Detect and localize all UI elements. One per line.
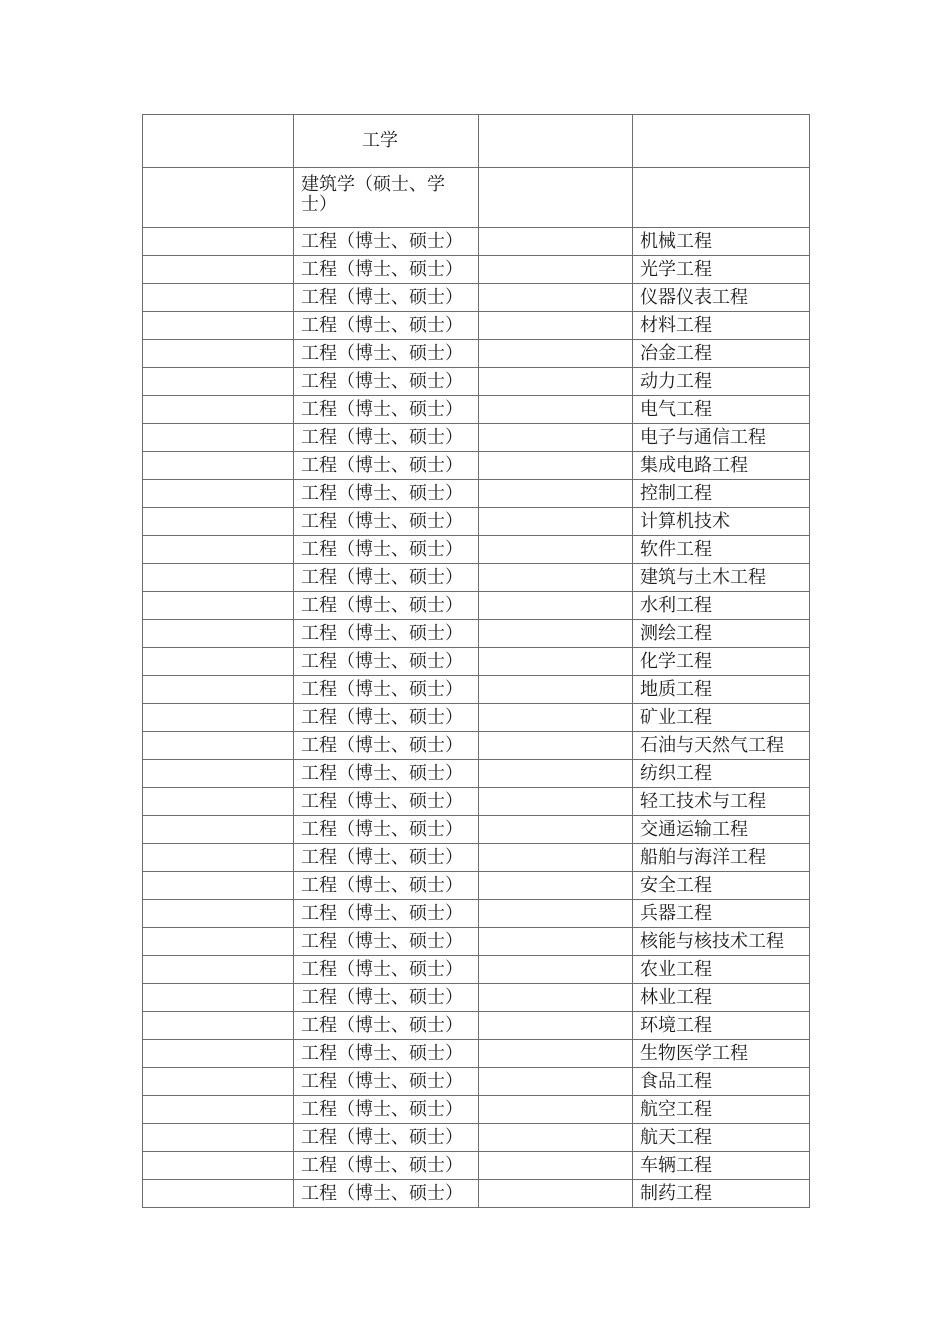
- row-empty-cell: [479, 424, 633, 452]
- degree-type-cell: 工程（博士、硕士）: [294, 480, 479, 508]
- table-row: [143, 1040, 810, 1068]
- row-empty-cell: [143, 620, 294, 648]
- row-empty-cell: [479, 1068, 633, 1096]
- table-row: [143, 340, 810, 368]
- row-empty-cell: [143, 732, 294, 760]
- row-empty-cell: [479, 1012, 633, 1040]
- table-row: [143, 480, 810, 508]
- degree-type-cell: 工程（博士、硕士）: [294, 648, 479, 676]
- degree-type-cell: 工程（博士、硕士）: [294, 284, 479, 312]
- table-row: [143, 1012, 810, 1040]
- row-empty-cell: [479, 816, 633, 844]
- row-empty-cell: [143, 536, 294, 564]
- field-name-cell: 交通运输工程: [633, 816, 810, 844]
- table-row: [143, 928, 810, 956]
- degree-type-cell: 工程（博士、硕士）: [294, 844, 479, 872]
- degree-type-cell: 工程（博士、硕士）: [294, 228, 479, 256]
- table-row: [143, 396, 810, 424]
- degree-type-cell: 工程（博士、硕士）: [294, 340, 479, 368]
- field-name-cell: 化学工程: [633, 648, 810, 676]
- degree-type-cell: 工程（博士、硕士）: [294, 1012, 479, 1040]
- row-empty-cell: [143, 312, 294, 340]
- row-empty-cell: [143, 816, 294, 844]
- field-name-cell: 光学工程: [633, 256, 810, 284]
- degree-type-cell: 工程（博士、硕士）: [294, 760, 479, 788]
- table-row: [143, 284, 810, 312]
- row-empty-cell: [143, 1096, 294, 1124]
- architecture-row: [143, 168, 810, 228]
- degree-type-cell: 工程（博士、硕士）: [294, 1180, 479, 1208]
- row-empty-cell: [479, 984, 633, 1012]
- degree-type-cell: 工程（博士、硕士）: [294, 816, 479, 844]
- field-name-cell: 石油与天然气工程: [633, 732, 810, 760]
- field-name-cell: 车辆工程: [633, 1152, 810, 1180]
- row-empty-cell: [479, 452, 633, 480]
- row-empty-cell: [143, 676, 294, 704]
- table-row: [143, 368, 810, 396]
- field-name-cell: 测绘工程: [633, 620, 810, 648]
- row-empty-cell: [479, 788, 633, 816]
- row-empty-cell: [143, 1012, 294, 1040]
- row-empty-cell: [479, 368, 633, 396]
- row-empty-cell: [479, 704, 633, 732]
- row-empty-cell: [479, 536, 633, 564]
- row-empty-cell: [479, 228, 633, 256]
- row-empty-cell: [143, 592, 294, 620]
- degree-type-cell: 工程（博士、硕士）: [294, 872, 479, 900]
- row-empty-cell: [143, 844, 294, 872]
- field-name-cell: 机械工程: [633, 228, 810, 256]
- row-empty-cell: [143, 1152, 294, 1180]
- degree-type-cell: 工程（博士、硕士）: [294, 900, 479, 928]
- table-body: [143, 115, 810, 1208]
- table-row: [143, 956, 810, 984]
- header-cell-empty-4: [633, 115, 810, 168]
- degree-type-cell: 工程（博士、硕士）: [294, 704, 479, 732]
- field-name-cell: 纺织工程: [633, 760, 810, 788]
- category-cell: 工学: [294, 115, 479, 168]
- row-empty-cell: [479, 928, 633, 956]
- row-empty-cell: [479, 592, 633, 620]
- row-empty-cell: [479, 760, 633, 788]
- degree-type-cell: 工程（博士、硕士）: [294, 424, 479, 452]
- table-header-row: [143, 115, 810, 168]
- field-name-cell: 仪器仪表工程: [633, 284, 810, 312]
- row-empty-cell: [143, 648, 294, 676]
- degree-type-cell: 工程（博士、硕士）: [294, 396, 479, 424]
- row-empty-cell: [143, 900, 294, 928]
- degree-type-cell: 工程（博士、硕士）: [294, 452, 479, 480]
- row-empty-cell: [143, 340, 294, 368]
- row-empty-cell: [479, 956, 633, 984]
- header-cell-empty-1: [143, 115, 294, 168]
- row-empty-cell: [143, 788, 294, 816]
- arch-cell-empty-1: [143, 168, 294, 228]
- degree-type-cell: 工程（博士、硕士）: [294, 956, 479, 984]
- field-name-cell: 轻工技术与工程: [633, 788, 810, 816]
- degree-type-cell: 工程（博士、硕士）: [294, 592, 479, 620]
- field-name-cell: 控制工程: [633, 480, 810, 508]
- table-row: [143, 648, 810, 676]
- table-row: [143, 1152, 810, 1180]
- row-empty-cell: [143, 452, 294, 480]
- row-empty-cell: [479, 620, 633, 648]
- row-empty-cell: [143, 1180, 294, 1208]
- degree-type-cell: 工程（博士、硕士）: [294, 256, 479, 284]
- row-empty-cell: [479, 1124, 633, 1152]
- field-name-cell: 矿业工程: [633, 704, 810, 732]
- table-row: [143, 872, 810, 900]
- field-name-cell: 电子与通信工程: [633, 424, 810, 452]
- row-empty-cell: [479, 396, 633, 424]
- table-row: [143, 900, 810, 928]
- degree-type-cell: 工程（博士、硕士）: [294, 1124, 479, 1152]
- row-empty-cell: [143, 1040, 294, 1068]
- degree-type-cell: 工程（博士、硕士）: [294, 1152, 479, 1180]
- architecture-degree-cell: 建筑学（硕士、学士）: [294, 168, 479, 228]
- row-empty-cell: [479, 844, 633, 872]
- field-name-cell: 核能与核技术工程: [633, 928, 810, 956]
- degree-type-cell: 工程（博士、硕士）: [294, 508, 479, 536]
- field-name-cell: 农业工程: [633, 956, 810, 984]
- row-empty-cell: [143, 760, 294, 788]
- row-empty-cell: [143, 368, 294, 396]
- degree-type-cell: 工程（博士、硕士）: [294, 536, 479, 564]
- table-row: [143, 508, 810, 536]
- table-row: [143, 844, 810, 872]
- row-empty-cell: [143, 928, 294, 956]
- field-name-cell: 动力工程: [633, 368, 810, 396]
- table-row: [143, 1124, 810, 1152]
- field-name-cell: 地质工程: [633, 676, 810, 704]
- table-row: [143, 704, 810, 732]
- table-row: [143, 1068, 810, 1096]
- degree-field-table: [142, 114, 810, 1208]
- degree-type-cell: 工程（博士、硕士）: [294, 676, 479, 704]
- table-row: [143, 1180, 810, 1208]
- row-empty-cell: [143, 256, 294, 284]
- table-row: [143, 816, 810, 844]
- row-empty-cell: [479, 648, 633, 676]
- row-empty-cell: [479, 340, 633, 368]
- field-name-cell: 生物医学工程: [633, 1040, 810, 1068]
- table-row: [143, 312, 810, 340]
- row-empty-cell: [479, 1180, 633, 1208]
- table-row: [143, 452, 810, 480]
- table-row: [143, 536, 810, 564]
- row-empty-cell: [479, 900, 633, 928]
- row-empty-cell: [479, 284, 633, 312]
- row-empty-cell: [143, 1068, 294, 1096]
- table-row: [143, 732, 810, 760]
- field-name-cell: 集成电路工程: [633, 452, 810, 480]
- row-empty-cell: [143, 424, 294, 452]
- degree-type-cell: 工程（博士、硕士）: [294, 564, 479, 592]
- row-empty-cell: [143, 704, 294, 732]
- row-empty-cell: [143, 872, 294, 900]
- row-empty-cell: [479, 508, 633, 536]
- row-empty-cell: [143, 984, 294, 1012]
- row-empty-cell: [479, 1040, 633, 1068]
- degree-type-cell: 工程（博士、硕士）: [294, 788, 479, 816]
- row-empty-cell: [143, 284, 294, 312]
- row-empty-cell: [479, 732, 633, 760]
- degree-type-cell: 工程（博士、硕士）: [294, 1040, 479, 1068]
- arch-cell-empty-4: [633, 168, 810, 228]
- field-name-cell: 冶金工程: [633, 340, 810, 368]
- table-row: [143, 228, 810, 256]
- table-row: [143, 788, 810, 816]
- field-name-cell: 航天工程: [633, 1124, 810, 1152]
- row-empty-cell: [479, 1096, 633, 1124]
- field-name-cell: 材料工程: [633, 312, 810, 340]
- table-row: [143, 256, 810, 284]
- row-empty-cell: [479, 256, 633, 284]
- table-row: [143, 592, 810, 620]
- row-empty-cell: [479, 872, 633, 900]
- row-empty-cell: [479, 312, 633, 340]
- row-empty-cell: [479, 564, 633, 592]
- field-name-cell: 安全工程: [633, 872, 810, 900]
- field-name-cell: 水利工程: [633, 592, 810, 620]
- table-row: [143, 564, 810, 592]
- degree-type-cell: 工程（博士、硕士）: [294, 928, 479, 956]
- table-row: [143, 424, 810, 452]
- field-name-cell: 船舶与海洋工程: [633, 844, 810, 872]
- field-name-cell: 食品工程: [633, 1068, 810, 1096]
- field-name-cell: 兵器工程: [633, 900, 810, 928]
- field-name-cell: 林业工程: [633, 984, 810, 1012]
- table-row: [143, 760, 810, 788]
- degree-type-cell: 工程（博士、硕士）: [294, 368, 479, 396]
- table-row: [143, 984, 810, 1012]
- degree-type-cell: 工程（博士、硕士）: [294, 732, 479, 760]
- field-name-cell: 电气工程: [633, 396, 810, 424]
- degree-type-cell: 工程（博士、硕士）: [294, 620, 479, 648]
- degree-type-cell: 工程（博士、硕士）: [294, 312, 479, 340]
- table-row: [143, 1096, 810, 1124]
- arch-cell-empty-3: [479, 168, 633, 228]
- field-name-cell: 环境工程: [633, 1012, 810, 1040]
- row-empty-cell: [479, 480, 633, 508]
- field-name-cell: 航空工程: [633, 1096, 810, 1124]
- degree-type-cell: 工程（博士、硕士）: [294, 984, 479, 1012]
- row-empty-cell: [143, 228, 294, 256]
- row-empty-cell: [143, 480, 294, 508]
- field-name-cell: 计算机技术: [633, 508, 810, 536]
- field-name-cell: 制药工程: [633, 1180, 810, 1208]
- row-empty-cell: [143, 1124, 294, 1152]
- field-name-cell: 建筑与土木工程: [633, 564, 810, 592]
- row-empty-cell: [143, 396, 294, 424]
- row-empty-cell: [143, 508, 294, 536]
- row-empty-cell: [143, 956, 294, 984]
- header-cell-empty-3: [479, 115, 633, 168]
- degree-type-cell: 工程（博士、硕士）: [294, 1068, 479, 1096]
- table-row: [143, 676, 810, 704]
- field-name-cell: 软件工程: [633, 536, 810, 564]
- degree-type-cell: 工程（博士、硕士）: [294, 1096, 479, 1124]
- table-row: [143, 620, 810, 648]
- row-empty-cell: [479, 676, 633, 704]
- row-empty-cell: [479, 1152, 633, 1180]
- row-empty-cell: [143, 564, 294, 592]
